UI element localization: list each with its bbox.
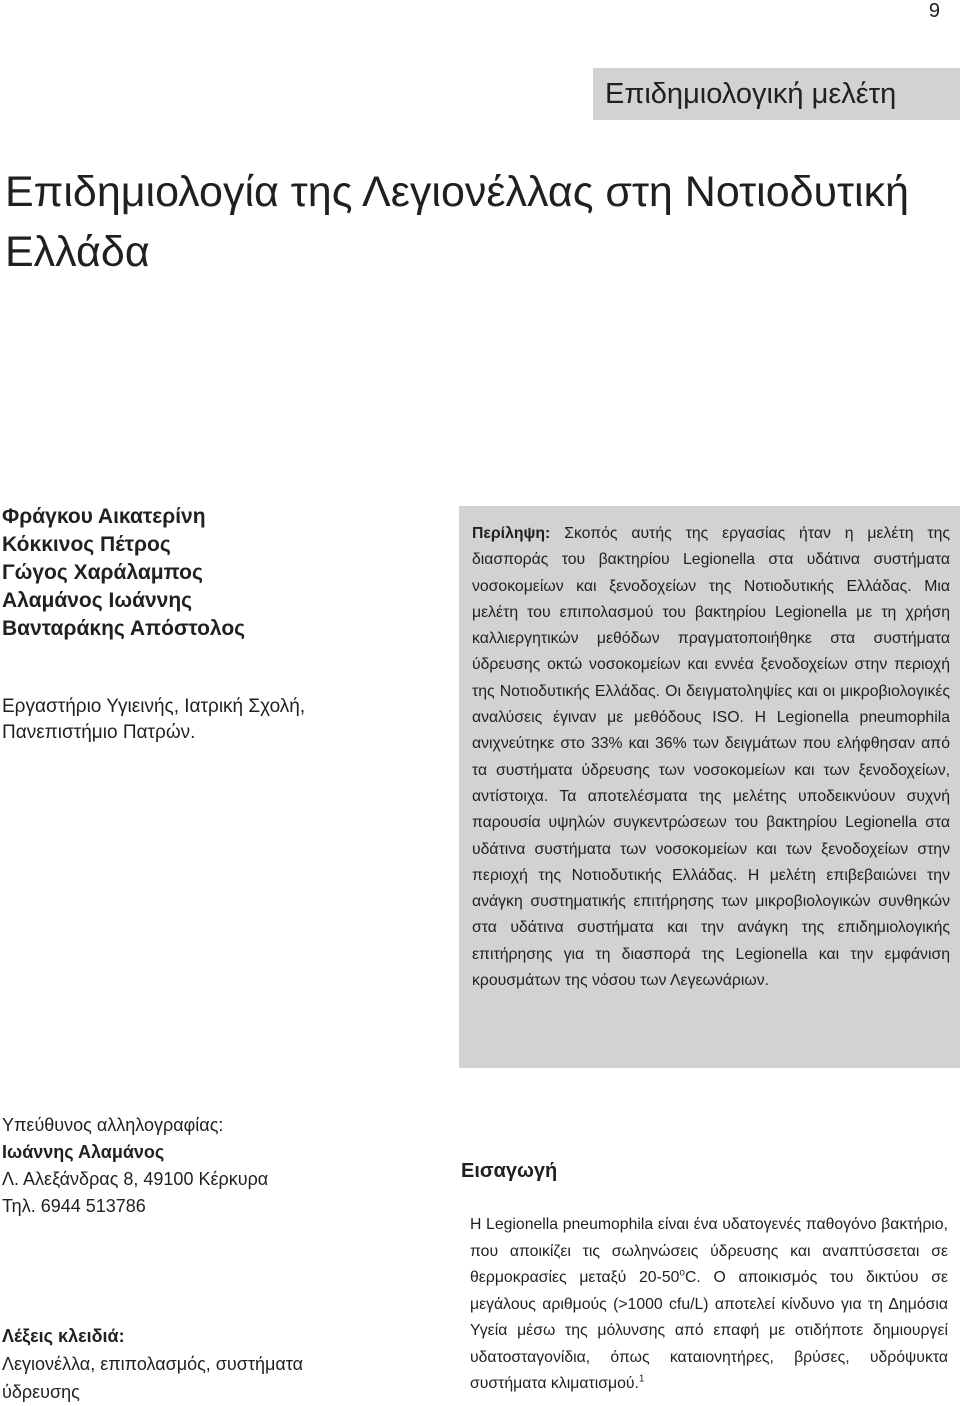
author-name: Αλαμάνος Ιωάννης	[2, 589, 193, 612]
abstract-body: Σκοπός αυτής της εργασίας ήταν η μελέτη της διασποράς του βακτηρίου Legionella στα υδάτινα συστήματα νοσοκομείων και ξενοδοχείων της Νοτιοδυτικής Ελλάδας. Μια μελέτη του επιπολασμού του βακτηρίου Legionella με τη χρήση καλλιεργητικών μεθόδων πραγματοποιήθηκε στα συστήματα ύδρευσης οκτώ νοσοκομείων και εννέα ξενοδοχείων στην περιοχή της Νοτιοδυτικής Ελλάδας. Οι δειγματοληψίες και οι μικροβιολογικές αναλύσεις έγιναν με μεθόδους ISO. Η Legionella pneumophila ανιχνεύτηκε στο 33% και 36% των δειγμάτων που ελήφθησαν από τα συστήματα ύδρευσης των νοσοκομείων και των ξενοδοχείων, αντίστοιχα. Τα αποτελέσματα της μελέτης υποδεικνύουν συχνή παρουσία υψηλών συγκεντρώσεων του βακτηρίου Legionella στα υδάτινα συστήματα των νοσοκομείων και των ξενοδοχείων στην περιοχή της Νοτιοδυτικής Ελλάδας. Η μελέτη επιβεβαιώνει την ανάγκη συστηματικής επιτήρησης των μικροβιολογικών συνθηκών στα υδάτινα συστήματα και την ανάγκη της επιδημιολογικής επιτήρησης για τη διασπορά της Legionella και την εμφάνιση κρουσμάτων της νόσου των Λεγεωνάριων.	[472, 525, 950, 990]
introduction-paragraph	[470, 1212, 948, 1398]
page-number: 9	[928, 0, 940, 22]
introduction-text-part2: C. Ο αποικισμός του δικτύου σε μεγάλους αριθμούς (>1000 cfu/L) αποτελεί κίνδυνο για τη Δημόσια Υγεία μέσω της μόλυνσης από επαφή με οτιδήποτε δημιουργεί υδατοσταγονίδια, όπως καταιονητήρες, βρύσες, υδρόψυκτα συστήματα κλιματισμού.	[470, 1269, 948, 1392]
correspondence-phone: Τηλ. 6944 513786	[2, 1196, 146, 1216]
author-name: Κόκκινος Πέτρος	[2, 533, 171, 556]
keywords-block	[2, 1322, 352, 1406]
introduction-text-part1: Η Legionella pneumophila είναι ένα υδατογενές παθογόνο βακτήριο, που αποικίζει τις σωληνώσεις ύδρευσης και αναπτύσσεται σε θερμοκρασίες μεταξύ 20-50	[470, 1216, 948, 1286]
keywords-text: Λεγιονέλλα, επιπολασμός, συστήματα ύδρευσης	[2, 1354, 304, 1402]
footnote-reference: 1	[638, 1373, 645, 1385]
author-name: Γώγος Χαράλαμπος	[2, 561, 203, 584]
correspondence-name: Ιωάννης Αλαμάνος	[2, 1142, 165, 1162]
degree-superscript: ο	[679, 1267, 685, 1279]
article-title: Επιδημιολογία της Λεγιονέλλας στη Νοτιοδυτική Ελλάδα	[5, 168, 910, 276]
affiliation: Εργαστήριο Υγιεινής, Ιατρική Σχολή, Πανεπιστήμιο Πατρών.	[2, 696, 306, 743]
abstract-label: Περίληψη:	[472, 525, 551, 542]
correspondence-address: Λ. Αλεξάνδρας 8, 49100 Κέρκυρα	[2, 1169, 269, 1189]
abstract-box	[459, 506, 960, 1068]
author-name: Βανταράκης Απόστολος	[2, 617, 246, 640]
correspondence-label: Υπεύθυνος αλληλογραφίας:	[2, 1115, 224, 1135]
correspondence-block	[2, 1112, 268, 1220]
introduction-heading: Εισαγωγή	[461, 1160, 558, 1182]
abstract-paragraph	[472, 521, 950, 994]
section-tag: Επιδημιολογική μελέτη	[593, 68, 960, 120]
author-name: Φράγκου Αικατερίνη	[2, 505, 206, 528]
keywords-label: Λέξεις κλειδιά:	[2, 1326, 125, 1346]
author-list	[2, 503, 245, 643]
